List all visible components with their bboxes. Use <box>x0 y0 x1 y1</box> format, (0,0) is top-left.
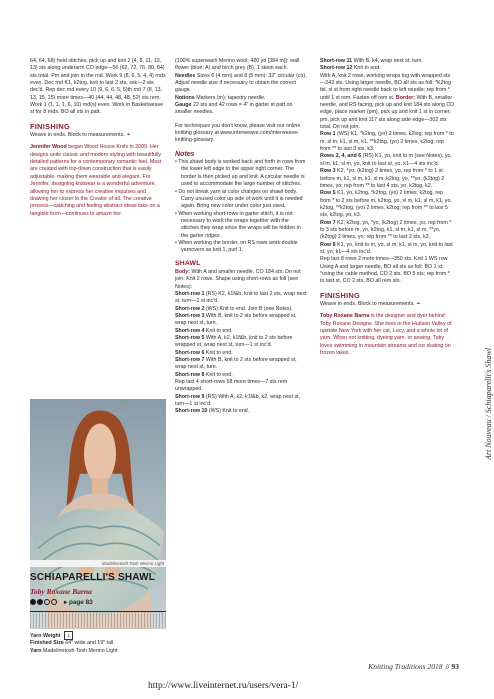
yarn-weight-row <box>30 631 166 640</box>
publication-name: Knitting Traditions 2018 <box>368 662 443 671</box>
yarn-row: Yarn Madelinetosh Tosh Merino Light <box>30 647 118 654</box>
techniques-text: For techniques you don't know, please visit our online knitting glossary at www.interweave.com/interweave-knitting-glossary. <box>175 122 301 144</box>
leaf-ornament-icon: ❧ <box>126 132 131 139</box>
pattern-designer: Toby Roxane Barna <box>30 587 92 596</box>
border-rows-list <box>320 131 455 256</box>
row-instruction: Short-row 6 Knit to end. <box>175 349 233 356</box>
notes-list <box>175 159 308 254</box>
column-2 <box>175 58 308 416</box>
yarn-weight-label: Yarn Weight <box>30 632 61 639</box>
finishing-text: Weave in ends. Block to measurements. ❧ <box>320 301 421 307</box>
finished-size-label: Finished Size <box>30 640 64 647</box>
page-number: // 93 <box>445 662 459 671</box>
column-3 <box>320 58 455 357</box>
note-item: • This shawl body is worked back and forth in rows from the lower left edge to the upper right corner. The border is then picked up and knit. A circular needle is used to accommodate the large number of stitches. <box>175 159 306 188</box>
border-label: Border: <box>395 94 416 101</box>
designer-bio <box>30 144 166 217</box>
finishing-heading: FINISHING <box>320 290 361 300</box>
skill-dot-empty-icon <box>44 599 50 605</box>
yarn-specs <box>30 631 166 655</box>
notes-heading: Notes <box>175 150 195 158</box>
row-instruction: Short-row 2 (WS) Knit to end. Join B (see Notes). <box>175 305 293 312</box>
row-instruction: Rep last 4 short-rows 58 more times—7 sts rem unwrapped. <box>175 379 288 393</box>
row-instruction: Short-row 4 Knit to end. <box>175 327 233 334</box>
row-instruction: Rows 2, 4, and 6 (RS) K1, yo, knit to m (see Notes), yo, sl m, k1, sl m, yo, knit to last st, yo, k1—4 sts inc'd. <box>320 153 452 167</box>
row-instruction: Short-row 1 (RS) K2, k1f&b, knit to last 2 sts, wrap next st, turn—1 st inc'd. <box>175 290 307 305</box>
finishing-text: Weave in ends. Block to measurements. ❧ <box>30 132 131 139</box>
notions-spec: Notions Markers (m); tapestry needle. <box>175 94 266 101</box>
bio-name: Jennifer Wood <box>30 144 67 151</box>
row-instruction: Row 7 K2, k2tog, yo, *yo, (k2tog) 2 times, yo, rep from * to 3 sts before m, yo, k2tog, k1, sl m, k1, sl m, **yo, (k2tog) 2 times, yo; rep from ** to last 2 sts, k2. <box>320 219 452 241</box>
row-instruction: Short-row 12 Knit to end. <box>320 65 381 72</box>
note-item: • When working the border, on RS rows work double yarnovers as knit 1, purl 1. <box>175 239 298 254</box>
body-instructions: Body: With A and smaller needle, CO 184 sts. Do not join. Knit 2 rows. Shape using short-rows as foll (see Notes): <box>175 268 301 290</box>
bio-text: is the designer and dyer behind Toby Roxane Designs. She lives in the Hudson Valley of upstate New York with her cat, Lucy, and a whole lot of yarn. When not knitting, dyeing yarn, or sewing, Toby loves swimming in mountain streams and ice skating on frozen lakes. <box>320 313 452 357</box>
row-instruction: Short-row 8 Knit to end. <box>175 371 233 378</box>
row-instruction: Row 5 K1, yo, k2tog, *k2tog, (yo) 2 times, k2tog, rep from * to 2 sts before m, k2tog, yo, sl m, k1, sl m, k1, yo, k2tog, **k2tog, (yo) 2 times, k2tog; rep from ** to last 5 sts, k2tog, yo, k3. <box>320 190 452 219</box>
designer-bio <box>320 313 455 357</box>
row-instruction: Short-row 7 With B, knit to 2 sts before wrapped st, wrap next st, turn. <box>175 357 297 371</box>
row-instruction: Short-row 3 With B, knit to 2 sts before wrapped st, wrap next st, turn. <box>175 313 297 327</box>
pattern-title: SCHIAPARELLI'S SHAWL <box>30 572 156 583</box>
row-instruction: Row 3 K2, *yo, (k2tog) 2 times, yo, rep from * to 1 st before m, k1, sl m, k1, sl m, k2tog, yo, **yo, (k2tog) 2 times, yo; rep from ** to last 4 sts, yo, k2tog, k2. <box>320 168 445 189</box>
skill-dot-filled-icon <box>37 599 43 605</box>
border-end-instructions: Rep last 8 rows 2 more times—350 sts. Knit 1 WS row. Using A and larger needle, BO all sts as foll: BO 1 st, *using the cable method, CO 2 sts, BO 5 sts; rep from * to last st, CO 2 sts, BO all rem sts. <box>320 256 450 285</box>
bind-off-instructions: With A, knit 2 rows, working wraps tog with wrapped sts—243 sts. Using larger needle, BO all sts as foll: *K2tog tbl, sl st from right needle back to left needle; rep from * until 1 st rem. Fasten off rem st. Border: With B, smaller needle, and RS facing, pick up and knit 184 sts along CO edge, place marker (pm), pick up and knit 1 st in corner, pm, pick up and knit 117 sts along side edge—302 sts total. Do not join. <box>320 72 455 131</box>
sleeve-instructions: 64, 64, 68) held stitches, pick up and knit 2 (4, 8, 11, 13, 13) sts along underarm CO edge—56 (62, 72, 76, 80, 84) sts total. Pm and join in the rnd. Work 9 (8, 6, 5, 4, 4) rnds even. Dec rnd K1, k2tog, knit to last 2 sts, ssk—2 sts dec'd. Rep dec rnd every 10 (9, 6, 6, 5, 5)th rnd 7 (8, 13, 13, 15, 15) more times—40 (44, 44, 48, 48, 52) sts rem. Work 1 (1, 1, 1, 6, 10) rnd(s) even. Work in Basketweave st for 8 rnds. BO all sts in patt. <box>30 58 166 116</box>
section-side-label: Art Nouveau / Schiaparelli's Shawl <box>484 347 493 460</box>
row-instruction: Short-row 10 (WS) Knit to end. <box>175 408 250 415</box>
row-instruction: Short-row 9 (RS) With A, k2, k1f&b, k2, wrap next st, turn—1 st inc'd. <box>175 393 301 408</box>
yarn-label: Yarn <box>30 647 42 654</box>
row-instruction: Short-row 5 With A, k2, k1f&b, knit to 2 sts before wrapped st, wrap next st, turn—1 st inc'd. <box>175 335 293 349</box>
row-instruction: Short-row 11 With B, k4, wrap next st, turn. <box>320 58 423 64</box>
materials-text: (100% superwash Merino wool; 420 yd [384 m]): wall flower (blue; A) and birch grey (B), 1 skein each. <box>175 58 300 72</box>
photo-caption: Madelinetosh Tosh Merino Light <box>30 560 166 567</box>
skill-dot-filled-icon <box>30 599 36 605</box>
source-watermark[interactable]: http://www.liveinternet.ru/users/vera-1/ <box>148 681 299 691</box>
column-1 <box>30 58 166 218</box>
note-item: • Do not break yarn at color changes on shawl body. Carry unused color up side of work until it is needed again. Bring new color under color just used. <box>175 188 303 210</box>
short-rows-list <box>175 291 308 416</box>
bio-name: Toby Roxane Barna <box>320 313 370 320</box>
page-footer <box>368 662 459 671</box>
gauge-spec: Gauge 22 sts and 42 rows = 4" in garter st patt on smaller needles. <box>175 102 293 116</box>
needles-spec: Needles Sizes 6 (4 mm) and 8 (5 mm): 32" circular (cir). Adjust needle size if necessary to obtain the correct gauge. <box>175 72 307 94</box>
bio-text: began Wood House Knits in 2009. Her designs unite classic and modern styling with beautifully detailed patterns for a contemporary romantic feel. Most are created with top-down construction that is easily adjustable, making them wearable and elegant. For Jennifer, designing knitwear is a wonderful adventure, allowing her to express her creative impulses and drawing her closer to the Creator of all. The creative process—watching and feeling abstract ideas take on a tangible form—continues to amaze her. <box>30 144 162 217</box>
yarn-weight-icon: 1 <box>64 631 73 640</box>
finished-size-row: Finished Size 64" wide and 19" tall. <box>30 640 115 647</box>
finishing-heading: FINISHING <box>30 121 71 131</box>
yarn-swatch-strip <box>30 613 166 628</box>
skill-level <box>30 598 93 606</box>
page-reference[interactable]: ▸ page 83 <box>63 599 93 606</box>
divider <box>30 611 166 612</box>
leaf-ornament-icon: ❧ <box>416 301 421 307</box>
skill-dot-empty-icon <box>51 599 57 605</box>
note-item: • When working short-rows in garter stitch, it is not necessary to work the wraps together with the stitches they wrap since the wraps will be hidden in the garter ridges. <box>175 210 301 239</box>
shawl-heading: SHAWL <box>175 259 201 267</box>
arrow-right-icon: ▸ <box>63 599 69 606</box>
row-instruction: Row 1 (WS) K1, *k2tog, (yo) 2 times, k2tog, rep from * to m, sl m, k1, sl m, k1, **k2tog, (yo) 2 times, k2tog; rep from ** to last 3 sts, k3. <box>320 131 454 153</box>
row-instruction: Row 8 K1, yo, knit to m, yo, sl m, k1, sl m, yo, knit to last st, yo, k1—4 sts inc'd. <box>320 241 453 255</box>
